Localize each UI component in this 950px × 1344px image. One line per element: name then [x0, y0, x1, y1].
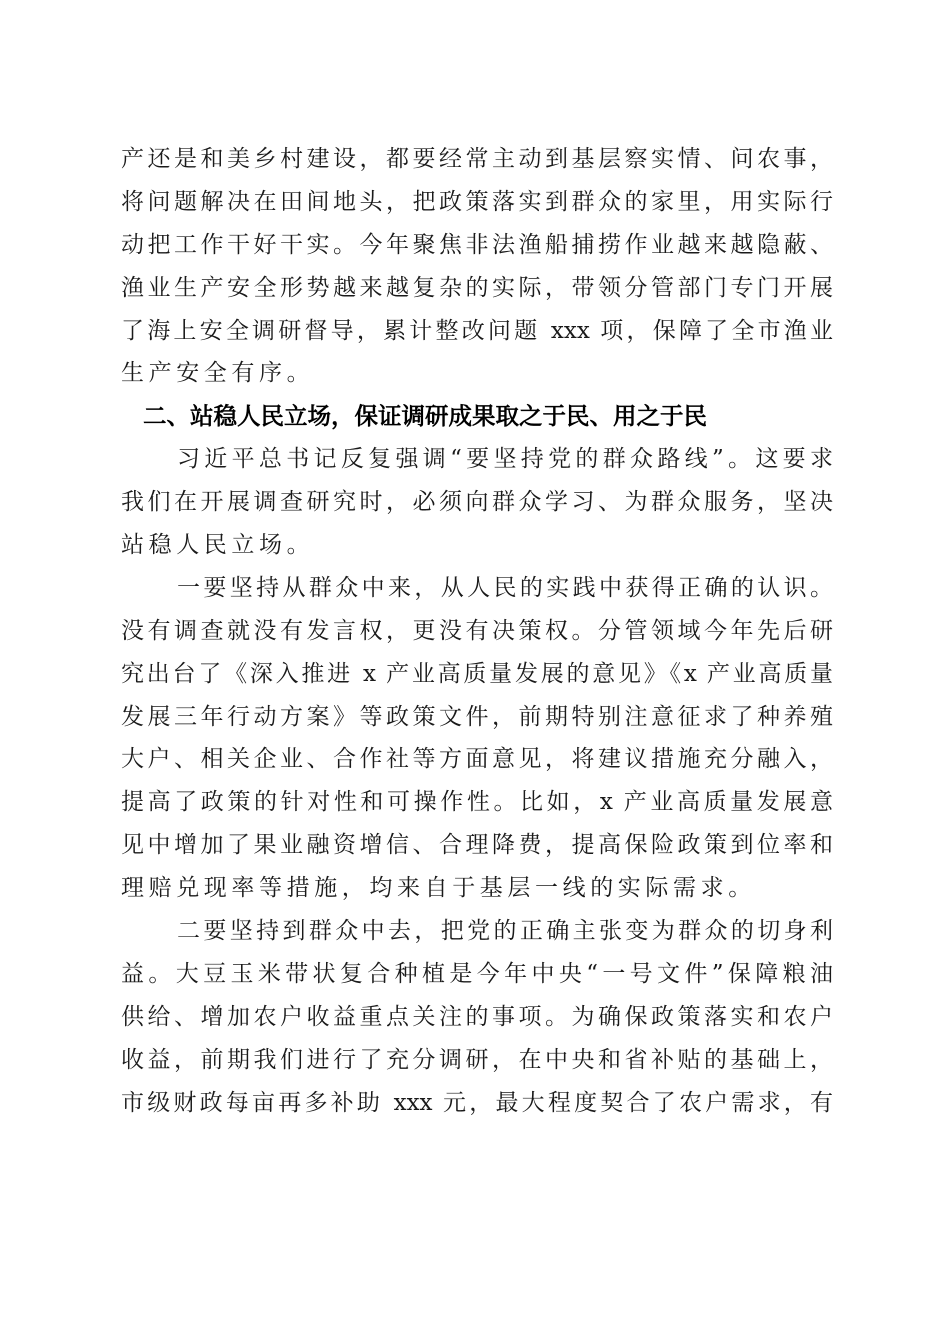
text-line: 我们在开展调查研究时，必须向群众学习、为群众服务，坚决	[121, 489, 833, 516]
document-page	[121, 138, 833, 1124]
paragraph	[121, 438, 833, 567]
section-heading: 二、站稳人民立场，保证调研成果取之于民、用之于民	[143, 402, 707, 431]
paragraph	[121, 567, 833, 910]
text-line: 没有调查就没有发言权，更没有决策权。分管领域今年先后研	[121, 617, 833, 644]
text-line: 大户、相关企业、合作社等方面意见，将建议措施充分融入，	[121, 746, 833, 773]
text-line: 渔业生产安全形势越来越复杂的实际，带领分管部门专门开展	[121, 274, 833, 301]
text-line: 产还是和美乡村建设，都要经常主动到基层察实情、问农事，	[121, 146, 833, 172]
text-line: 益。大豆玉米带状复合种植是今年中央“一号文件”保障粮油	[121, 960, 833, 987]
paragraph-continuation	[121, 138, 833, 395]
paragraph	[121, 910, 833, 1124]
text-line: 供给、增加农户收益重点关注的事项。为确保政策落实和农户	[121, 1003, 833, 1030]
text-line: 究出台了《深入推进 x 产业高质量发展的意见》《x 产业高质量	[121, 660, 833, 687]
text-line: 收益，前期我们进行了充分调研，在中央和省补贴的基础上，	[121, 1046, 833, 1073]
text-line: 提高了政策的针对性和可操作性。比如，x 产业高质量发展意	[121, 789, 833, 816]
text-line: 习近平总书记反复强调“要坚持党的群众路线”。这要求	[177, 446, 833, 473]
text-line: 站稳人民立场。	[121, 532, 315, 559]
text-line: 将问题解决在田间地头，把政策落实到群众的家里，用实际行	[121, 188, 833, 215]
text-line: 二要坚持到群众中去，把党的正确主张变为群众的切身利	[177, 918, 833, 945]
text-line: 一要坚持从群众中来，从人民的实践中获得正确的认识。	[177, 574, 833, 601]
text-line: 了海上安全调研督导，累计整改问题 xxx 项，保障了全市渔业	[121, 317, 833, 344]
text-line: 见中增加了果业融资增信、合理降费，提高保险政策到位率和	[121, 832, 833, 859]
text-line: 生产安全有序。	[121, 360, 315, 387]
text-line: 发展三年行动方案》等政策文件，前期特别注意征求了种养殖	[121, 703, 833, 730]
text-line: 市级财政每亩再多补助 xxx 元，最大程度契合了农户需求，有	[121, 1089, 833, 1116]
text-line: 动把工作干好干实。今年聚焦非法渔船捕捞作业越来越隐蔽、	[121, 231, 833, 258]
text-line: 理赔兑现率等措施，均来自于基层一线的实际需求。	[121, 875, 756, 902]
